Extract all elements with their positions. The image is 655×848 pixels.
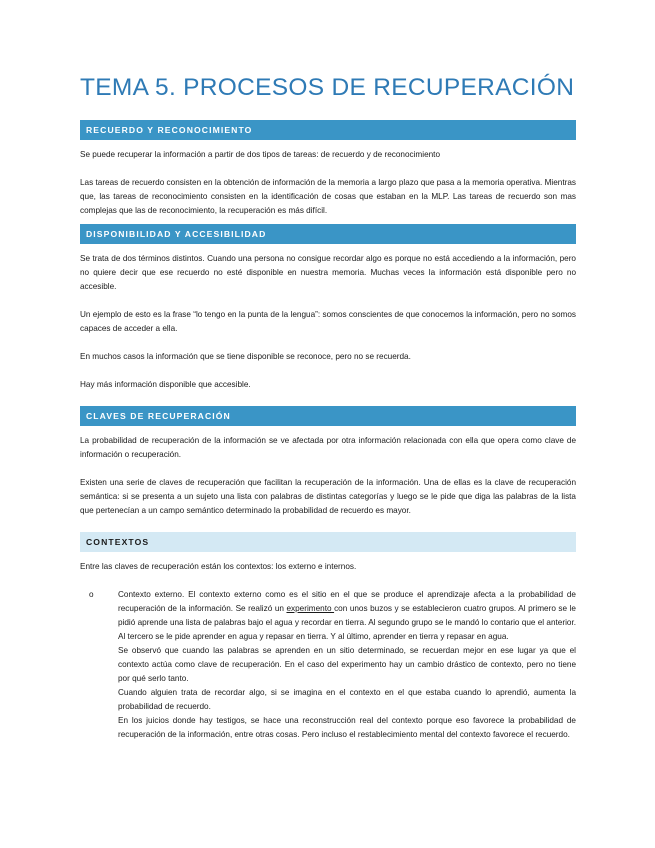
paragraph: En los juicios donde hay testigos, se hace una reconstrucción real del contexto porque eso favorece la probabilidad de recuperación de la información, entre otras cosas. Pero incluso el restablecimiento mental del contexto favorece el recuerdo. xyxy=(118,716,576,739)
paragraph: La probabilidad de recuperación de la información se ve afectada por otra información relacionada con ella que opera como clave de información o recuperación. xyxy=(80,436,576,459)
paragraph: Se observó que cuando las palabras se aprenden en un sitio determinado, se recuerdan mejor en ese lugar ya que el contexto actúa como clave de recuperación. En el caso del experimento hay un cambio drástico de contexto, pero no tiene por qué serlo tanto. xyxy=(118,646,576,683)
subsection-heading-contextos: CONTEXTOS xyxy=(80,532,576,552)
paragraph: Se puede recuperar la información a partir de dos tipos de tareas: de recuerdo y de reconocimiento xyxy=(80,150,441,159)
bullet-list xyxy=(80,588,576,742)
paragraph: En muchos casos la información que se tiene disponible se reconoce, pero no se recuerda. xyxy=(80,352,411,361)
paragraph: Las tareas de recuerdo consisten en la obtención de información de la memoria a largo plazo que pasa a la memoria operativa. Mientras que, las tareas de reconocimiento consisten en la identificación de cosas que estaban en la MLP. Las tareas de recuerdo son mas complejas que las de reconocimiento, la recuperación es más difícil. xyxy=(80,178,576,215)
bullet-marker: o xyxy=(89,590,94,599)
section-heading-disponibilidad: DISPONIBILIDAD Y ACCESIBILIDAD xyxy=(80,224,576,244)
page-title: TEMA 5. PROCESOS DE RECUPERACIÓN xyxy=(80,74,575,101)
paragraph: Hay más información disponible que accesible. xyxy=(80,380,251,389)
paragraph: Se trata de dos términos distintos. Cuando una persona no consigue recordar algo es porque no está accediendo a la información, pero no quiere decir que ese recuerdo no esté disponible en nuestra memoria. Muchas veces la información está disponible pero no accesible. xyxy=(80,254,576,291)
document-content xyxy=(80,74,576,742)
paragraph xyxy=(118,588,576,644)
section-heading-claves: CLAVES DE RECUPERACIÓN xyxy=(80,406,576,426)
text-run: con unos buzos y se establecieron cuatro grupos. Al primero se le pidió aprende una lista de palabras bajo el agua y recordar en tierra. Al segundo grupo se le mandó lo contario que el anterior. Al tercero se le pide aprender en agua y repasar en tierra. Y al último, aprender en tierra y repasar en agua. xyxy=(118,604,576,641)
paragraph: Un ejemplo de esto es la frase “lo tengo en la punta de la lengua”: somos conscientes de que conocemos la información, pero no somos capaces de acceder a ella. xyxy=(80,310,576,333)
text-run: Contexto externo. El contexto externo como es el sitio en el que se produce el aprendizaje afecta a la probabilidad de recuperación de la información. Se realizó un xyxy=(118,590,576,613)
paragraph: Cuando alguien trata de recordar algo, si se imagina en el contexto en el que estaba cuando lo aprendió, aumenta la probabilidad de recuerdo. xyxy=(118,688,576,711)
section-heading-recuerdo: RECUERDO Y RECONOCIMIENTO xyxy=(80,120,576,140)
underlined-term: experimento xyxy=(286,604,335,613)
paragraph: Entre las claves de recuperación están los contextos: los externo e internos. xyxy=(80,562,357,571)
paragraph: Existen una serie de claves de recuperación que facilitan la recuperación de la información. Una de ellas es la clave de recuperación semántica: si se presenta a un sujeto una lista con palabras de distintas categorías y luego se le pide que diga las palabras de la lista que pertenecían a un campo semántico determinado la probabilidad de recuerdo es mayor. xyxy=(80,478,576,515)
list-item xyxy=(80,588,576,742)
